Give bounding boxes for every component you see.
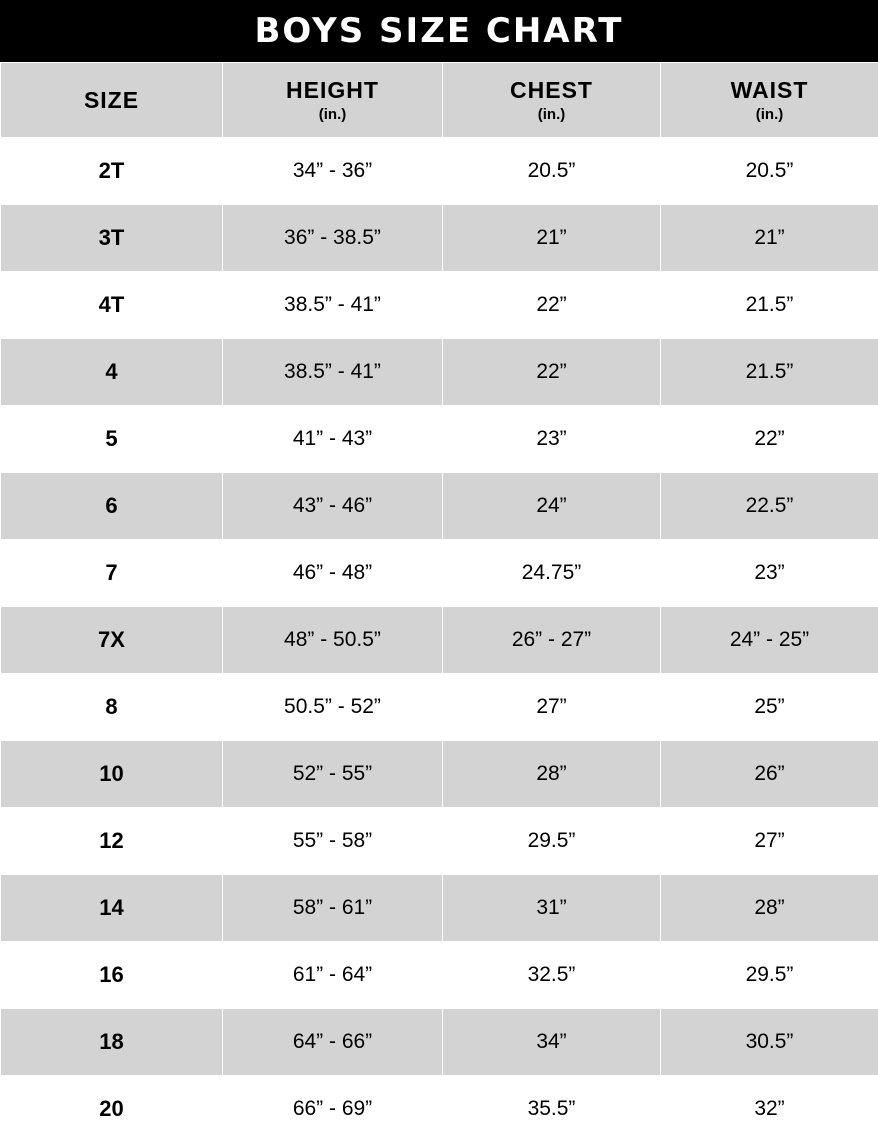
- table-row: [1, 1076, 878, 1143]
- column-header-height-unit: (in.): [318, 106, 347, 123]
- cell-waist: 23”: [661, 540, 878, 607]
- cell-waist: 28”: [661, 875, 878, 942]
- table-row: [1, 741, 878, 808]
- page-title: BOYS SIZE CHART: [0, 0, 878, 62]
- cell-chest: 35.5”: [443, 1076, 661, 1143]
- cell-waist: 32”: [661, 1076, 878, 1143]
- column-header-waist-label: WAIST: [730, 77, 809, 103]
- cell-waist: 26”: [661, 741, 878, 808]
- cell-waist: 22”: [661, 406, 878, 473]
- cell-chest: 32.5”: [443, 942, 661, 1009]
- cell-size: 14: [1, 875, 223, 942]
- cell-height: 64” - 66”: [223, 1009, 443, 1076]
- cell-waist: 21.5”: [661, 339, 878, 406]
- table-row: [1, 607, 878, 674]
- cell-waist: 20.5”: [661, 138, 878, 205]
- table-row: [1, 339, 878, 406]
- table-row: [1, 942, 878, 1009]
- cell-size: 4T: [1, 272, 223, 339]
- size-chart-table: [0, 62, 878, 1143]
- cell-waist: 24” - 25”: [661, 607, 878, 674]
- cell-height: 43” - 46”: [223, 473, 443, 540]
- cell-chest: 34”: [443, 1009, 661, 1076]
- column-header-height: [223, 63, 443, 138]
- cell-height: 48” - 50.5”: [223, 607, 443, 674]
- cell-size: 6: [1, 473, 223, 540]
- cell-height: 34” - 36”: [223, 138, 443, 205]
- table-row: [1, 875, 878, 942]
- cell-size: 7: [1, 540, 223, 607]
- cell-size: 10: [1, 741, 223, 808]
- cell-height: 66” - 69”: [223, 1076, 443, 1143]
- cell-waist: 27”: [661, 808, 878, 875]
- cell-chest: 31”: [443, 875, 661, 942]
- column-header-size-label: SIZE: [83, 86, 140, 113]
- column-header-waist-unit: (in.): [755, 106, 784, 123]
- cell-chest: 26” - 27”: [443, 607, 661, 674]
- cell-height: 38.5” - 41”: [223, 272, 443, 339]
- cell-chest: 27”: [443, 674, 661, 741]
- column-header-waist: [661, 63, 878, 138]
- table-header-row: [1, 63, 878, 138]
- table-row: [1, 540, 878, 607]
- cell-height: 46” - 48”: [223, 540, 443, 607]
- table-row: [1, 1009, 878, 1076]
- table-body: [1, 138, 878, 1143]
- table-row: [1, 808, 878, 875]
- cell-size: 12: [1, 808, 223, 875]
- cell-height: 38.5” - 41”: [223, 339, 443, 406]
- cell-chest: 24”: [443, 473, 661, 540]
- cell-size: 20: [1, 1076, 223, 1143]
- cell-height: 41” - 43”: [223, 406, 443, 473]
- table-header: [1, 63, 878, 138]
- cell-height: 52” - 55”: [223, 741, 443, 808]
- table-row: [1, 138, 878, 205]
- column-header-height-label: HEIGHT: [286, 77, 379, 103]
- table-row: [1, 674, 878, 741]
- cell-height: 50.5” - 52”: [223, 674, 443, 741]
- cell-size: 2T: [1, 138, 223, 205]
- cell-waist: 22.5”: [661, 473, 878, 540]
- cell-chest: 24.75”: [443, 540, 661, 607]
- cell-chest: 21”: [443, 205, 661, 272]
- cell-chest: 28”: [443, 741, 661, 808]
- cell-height: 36” - 38.5”: [223, 205, 443, 272]
- column-header-chest-label: CHEST: [510, 77, 593, 103]
- cell-size: 4: [1, 339, 223, 406]
- cell-height: 58” - 61”: [223, 875, 443, 942]
- cell-chest: 20.5”: [443, 138, 661, 205]
- cell-height: 61” - 64”: [223, 942, 443, 1009]
- cell-size: 8: [1, 674, 223, 741]
- cell-size: 16: [1, 942, 223, 1009]
- cell-chest: 22”: [443, 272, 661, 339]
- cell-waist: 21”: [661, 205, 878, 272]
- table-row: [1, 272, 878, 339]
- cell-height: 55” - 58”: [223, 808, 443, 875]
- cell-waist: 25”: [661, 674, 878, 741]
- column-header-size: [1, 63, 223, 138]
- cell-size: 18: [1, 1009, 223, 1076]
- column-header-chest-unit: (in.): [537, 106, 566, 123]
- cell-size: 7X: [1, 607, 223, 674]
- table-row: [1, 406, 878, 473]
- cell-chest: 29.5”: [443, 808, 661, 875]
- cell-chest: 23”: [443, 406, 661, 473]
- cell-waist: 30.5”: [661, 1009, 878, 1076]
- cell-waist: 21.5”: [661, 272, 878, 339]
- cell-size: 3T: [1, 205, 223, 272]
- cell-waist: 29.5”: [661, 942, 878, 1009]
- cell-chest: 22”: [443, 339, 661, 406]
- table-row: [1, 205, 878, 272]
- cell-size: 5: [1, 406, 223, 473]
- column-header-chest: [443, 63, 661, 138]
- table-row: [1, 473, 878, 540]
